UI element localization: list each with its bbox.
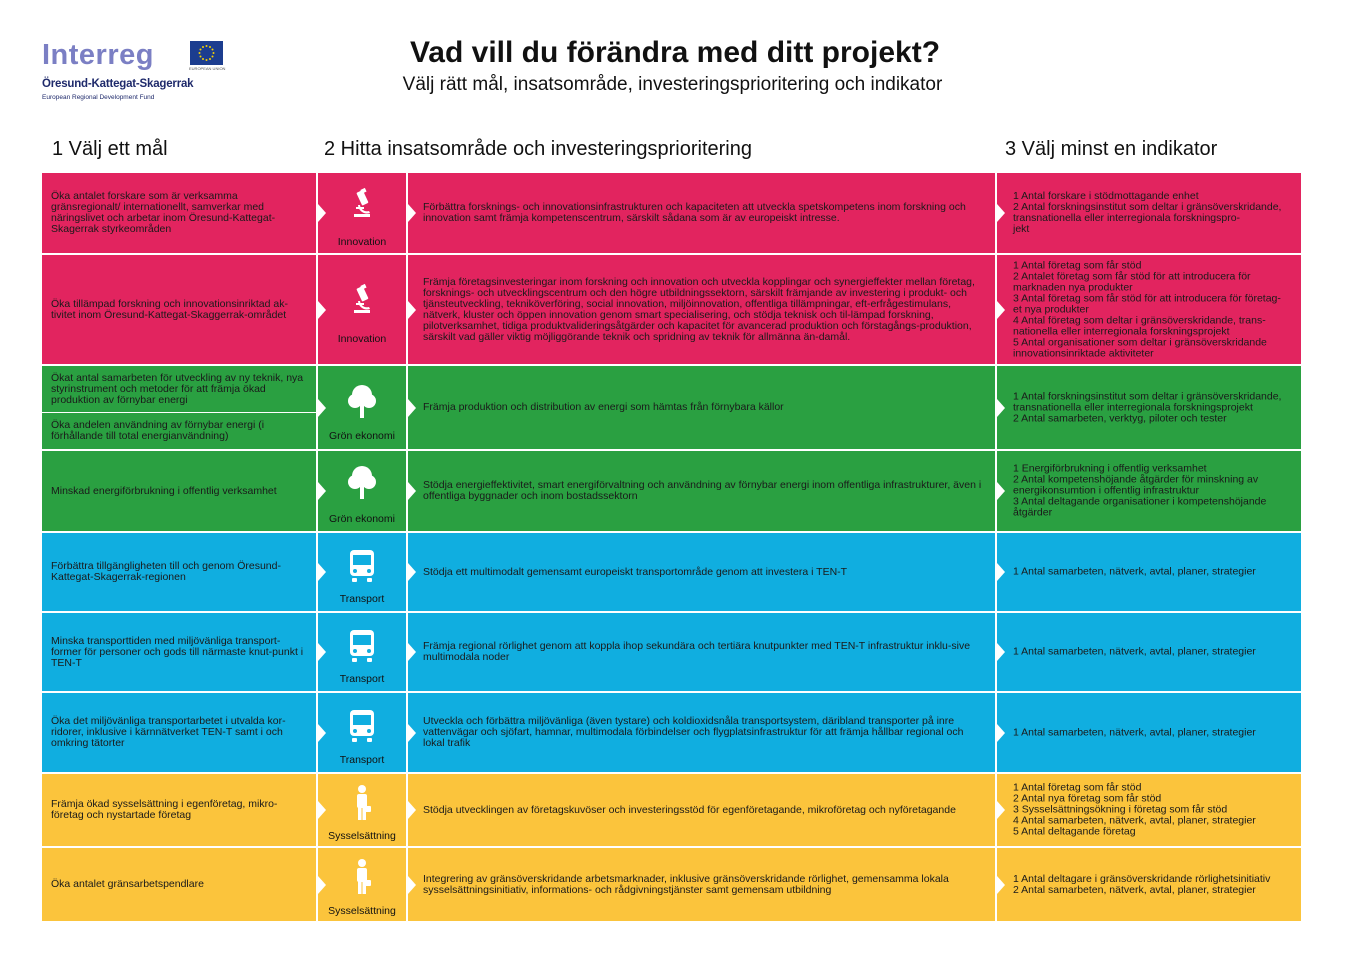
indicator-line: 5 Antal deltagande företag <box>1013 825 1136 838</box>
logo-region: Öresund-Kattegat-Skagerrak <box>42 78 194 90</box>
category-cell <box>318 173 406 253</box>
indicator-line: 1 Antal samarbeten, nätverk, avtal, planer, strategier <box>1013 565 1256 578</box>
page-title: Vad vill du förändra med ditt projekt? <box>409 36 941 69</box>
arrow-icon <box>997 563 1005 581</box>
indicator-cell <box>997 613 1301 691</box>
indicator-cell <box>997 255 1301 364</box>
indicator-line: 3 Antal företag som får stöd för att introducera för företag- <box>1013 292 1281 304</box>
arrow-icon <box>997 482 1005 500</box>
arrow-icon <box>318 801 326 819</box>
goal-cell: Öka andelen användning av förnybar energi (i förhållande till total energianvändning) <box>42 413 316 449</box>
arrow-icon <box>408 801 416 819</box>
arrow-icon <box>318 724 326 742</box>
goal-cell: Öka det miljövänliga transportarbetet i utvalda kor-ridorer, inklusive i kärnnätverket TEN-T samt i och omkring tätorter <box>42 693 316 772</box>
arrow-icon <box>318 301 326 319</box>
table-row <box>42 613 1301 691</box>
goal-cell: Öka tillämpad forskning och innovationsinriktad ak-tivitet inom Öresund-Kattegat-Skaggerrak-området <box>42 255 316 364</box>
indicator-line: 1 Antal företag som får stöd <box>1013 259 1142 271</box>
indicator-line: 1 Energiförbrukning i offentlig verksamhet <box>1013 462 1207 475</box>
table-row <box>42 848 1301 921</box>
indicator-cell <box>997 366 1301 449</box>
table-row <box>42 255 1301 364</box>
area-text: Utveckla och förbättra miljövänliga (även tystare) och koldioxidsnåla transportsystem, däribland transporter på inre vattenvägar och sjöfart, hamnar, multimodala förbindelser och flygplatsinfrastruktur för att främja hållbar regional och lokal trafik <box>423 715 964 749</box>
indicator-line: 4 Antal företag som deltar i gränsöverskridande, trans- <box>1013 314 1266 326</box>
indicator-line: 4 Antal samarbeten, nätverk, avtal, planer, strategier <box>1013 814 1256 827</box>
category-cell <box>318 848 406 921</box>
arrow-icon <box>408 399 416 417</box>
indicator-line: 2 Antal kompetenshöjande åtgärder för minskning av <box>1013 473 1259 486</box>
area-text: Stödja energieffektivitet, smart energiförvaltning och användning av förnybar energi inom offentliga infrastrukturer, även i offentliga byggnader och inom bostadssektorn <box>423 479 982 502</box>
indicator-line: 1 Antal samarbeten, nätverk, avtal, planer, strategier <box>1013 645 1256 658</box>
indicator-line: jekt <box>1013 223 1030 235</box>
indicator-line: energikonsumtion i offentlig infrastruktur <box>1013 484 1199 497</box>
step-1-heading: 1 Välj ett mål <box>52 138 168 160</box>
category-cell <box>318 451 406 531</box>
area-text: Stödja ett multimodalt gemensamt europeiskt transportområde genom att investera i TEN-T <box>423 565 848 578</box>
arrow-icon <box>408 482 416 500</box>
person-briefcase-icon <box>344 858 380 894</box>
indicator-cell <box>997 173 1301 253</box>
indicator-line: 1 Antal samarbeten, nätverk, avtal, planer, strategier <box>1013 726 1256 738</box>
category-cell <box>318 693 406 772</box>
indicator-line: et nya produkter <box>1013 303 1089 315</box>
arrow-icon <box>318 482 326 500</box>
area-cell <box>408 693 995 772</box>
indicator-line: 1 Antal forskare i stödmottagande enhet <box>1013 190 1199 202</box>
arrow-icon <box>318 876 326 894</box>
arrow-icon <box>318 204 326 222</box>
category-label: Grön ekonomi <box>329 430 395 442</box>
area-cell <box>408 173 995 253</box>
bus-icon <box>344 547 380 583</box>
area-cell <box>408 533 995 611</box>
bus-icon <box>344 627 380 663</box>
goal-cell: Främja ökad sysselsättning i egenföretag, mikro-företag och nystartade företag <box>42 774 316 846</box>
indicator-cell <box>997 848 1301 921</box>
arrow-icon <box>408 876 416 894</box>
indicator-line: 2 Antal samarbeten, nätverk, avtal, planer, strategier <box>1013 883 1256 896</box>
arrow-icon <box>997 204 1005 222</box>
category-label: Innovation <box>337 236 387 248</box>
logo-fund: European Regional Development Fund <box>42 94 155 101</box>
area-cell <box>408 451 995 531</box>
arrow-icon <box>408 643 416 661</box>
indicator-line: 1 Antal deltagare i gränsöverskridande rörlighetsinitiativ <box>1013 872 1271 885</box>
indicator-line: innovationsinriktade aktiviteter <box>1013 347 1154 359</box>
area-text: Stödja utvecklingen av företagskuvöser och investeringsstöd för egenföretagande, mikroföretag och nyföretagande <box>423 803 956 816</box>
category-cell <box>318 533 406 611</box>
area-cell <box>408 255 995 364</box>
indicator-line: åtgärder <box>1013 506 1053 519</box>
logo-wordmark: Interreg <box>42 39 154 71</box>
table-row <box>42 533 1301 611</box>
indicator-line: 3 Sysselsättningsökning i företag som får stöd <box>1013 803 1228 816</box>
arrow-icon <box>408 724 416 742</box>
indicator-line: 1 Antal forskningsinstitut som deltar i gränsöverskridande, <box>1013 390 1282 402</box>
area-cell <box>408 848 995 921</box>
area-text: Främja produktion och distribution av energi som hämtas från förnybara källor <box>423 401 784 413</box>
arrow-icon <box>408 301 416 319</box>
arrow-icon <box>997 399 1005 417</box>
eu-label: EUROPEAN UNION <box>189 66 226 71</box>
table-row <box>42 366 1301 449</box>
arrow-icon <box>408 563 416 581</box>
category-cell <box>318 366 406 449</box>
indicator-line: nationella eller interregionala forskningsprojekt <box>1013 325 1230 337</box>
indicator-line: 3 Antal deltagande organisationer i kompetenshöjande <box>1013 495 1267 508</box>
area-text: Främja företagsinvesteringar inom forskning och innovation och utveckla kopplingar och synergieffekter mellan företag, forsknings- och utvecklingscentrum och den högre utbildningssektorn, särskilt främjande av investering i produkt- och tjänsteutveckling, tekniköverföring, social innovation, miljöinnovation, offentliga tillämpningar, eft-erfrågestimulans, nätverk, kluster och öppen innovation genom smart specialisering, och stödja teknisk och til-lämpad forskning, pilotverksamhet, tidiga produktvalideringsåtgärder och kapacitet för avancerad produktion och förstagångs-produktion, särskilt vad gäller viktig möjliggörande teknik och spridning av teknik för allmänna än-damål. <box>423 275 975 343</box>
table-row <box>42 173 1301 253</box>
interreg-logo <box>42 40 242 102</box>
category-label: Sysselsättning <box>328 905 396 917</box>
table-row <box>42 451 1301 531</box>
goal-cell: Ökat antal samarbeten för utveckling av ny teknik, nya styrinstrument och metoder för att främja ökad produktion av förnybar energi <box>42 366 316 412</box>
indicator-line: 2 Antal samarbeten, verktyg, piloter och tester <box>1013 412 1227 424</box>
indicator-line: transnationella eller interregionala forskningspro- <box>1013 212 1241 224</box>
category-label: Transport <box>339 673 385 685</box>
category-cell <box>318 774 406 846</box>
step-2-heading: 2 Hitta insatsområde och investeringsprioritering <box>324 138 752 160</box>
arrow-icon <box>997 643 1005 661</box>
step-3-heading: 3 Välj minst en indikator <box>1005 138 1218 160</box>
eu-flag-icon <box>190 41 223 65</box>
goal-cell: Minska transporttiden med miljövänliga transport-former för personer och gods till närmaste knut-punkt i TEN-T <box>42 613 316 691</box>
indicator-cell <box>997 451 1301 531</box>
indicator-line: 1 Antal företag som får stöd <box>1013 781 1142 794</box>
arrow-icon <box>997 876 1005 894</box>
indicator-line: 2 Antal forskningsinstitut som deltar i gränsöverskridande, <box>1013 201 1282 213</box>
category-label: Innovation <box>337 333 387 345</box>
microscope-icon <box>344 187 380 223</box>
indicator-cell <box>997 774 1301 846</box>
microscope-icon <box>344 283 380 319</box>
arrow-icon <box>318 399 326 417</box>
category-label: Grön ekonomi <box>329 513 395 525</box>
person-briefcase-icon <box>344 784 380 820</box>
category-cell <box>318 255 406 364</box>
indicator-line: 2 Antalet företag som får stöd för att introducera för <box>1013 270 1251 282</box>
indicator-cell <box>997 693 1301 772</box>
arrow-icon <box>408 204 416 222</box>
indicator-line: 5 Antal organisationer som deltar i gränsöverskridande <box>1013 336 1267 348</box>
arrow-icon <box>997 801 1005 819</box>
area-text: Integrering av gränsöverskridande arbetsmarknader, inklusive gränsöverskridande rörlighet, gemensamma lokala sysselsättningsinitiativ, informations- och rådgivningstjänster samt gemensam utbildning <box>423 872 949 896</box>
goal-cell: Öka antalet gränsarbetspendlare <box>42 848 316 921</box>
area-text: Förbättra forsknings- och innovationsinfrastrukturen och kapaciteten att utveckla spetskompetens inom forskning och innovation samt främja kompetenscentrum, särskilt sådana som är av europeiskt intresse. <box>423 201 966 224</box>
table-row <box>42 774 1301 846</box>
category-label: Transport <box>339 754 385 766</box>
arrow-icon <box>318 643 326 661</box>
tree-icon <box>344 382 380 418</box>
bus-icon <box>344 707 380 743</box>
indicator-line: marknaden nya produkter <box>1013 281 1133 293</box>
category-label: Sysselsättning <box>328 830 396 842</box>
category-cell <box>318 613 406 691</box>
area-cell <box>408 366 995 449</box>
table-row <box>42 693 1301 772</box>
area-cell <box>408 613 995 691</box>
area-cell <box>408 774 995 846</box>
arrow-icon <box>997 301 1005 319</box>
category-label: Transport <box>339 593 385 605</box>
page-subtitle: Välj rätt mål, insatsområde, investeringsprioritering och indikator <box>402 74 943 95</box>
indicator-cell <box>997 533 1301 611</box>
indicator-line: 2 Antal nya företag som får stöd <box>1013 792 1162 805</box>
area-text: Främja regional rörlighet genom att koppla ihop sekundära och tertiära knutpunkter med TEN-T infrastruktur inklu-sive multimodala noder <box>423 640 971 663</box>
arrow-icon <box>997 724 1005 742</box>
indicator-line: transnationella eller interregionala forskningsprojekt <box>1013 401 1253 413</box>
arrow-icon <box>318 563 326 581</box>
goal-cell: Förbättra tillgängligheten till och genom Öresund-Kattegat-Skagerrak-regionen <box>42 533 316 611</box>
tree-icon <box>344 463 380 499</box>
goal-cell: Minskad energiförbrukning i offentlig verksamhet <box>42 451 316 531</box>
goal-cell: Öka antalet forskare som är verksamma gränsregionalt/ internationellt, samverkar med näringslivet och arbetar inom Öresund-Kattegat-Skagerrak styrkeområden <box>42 173 316 253</box>
